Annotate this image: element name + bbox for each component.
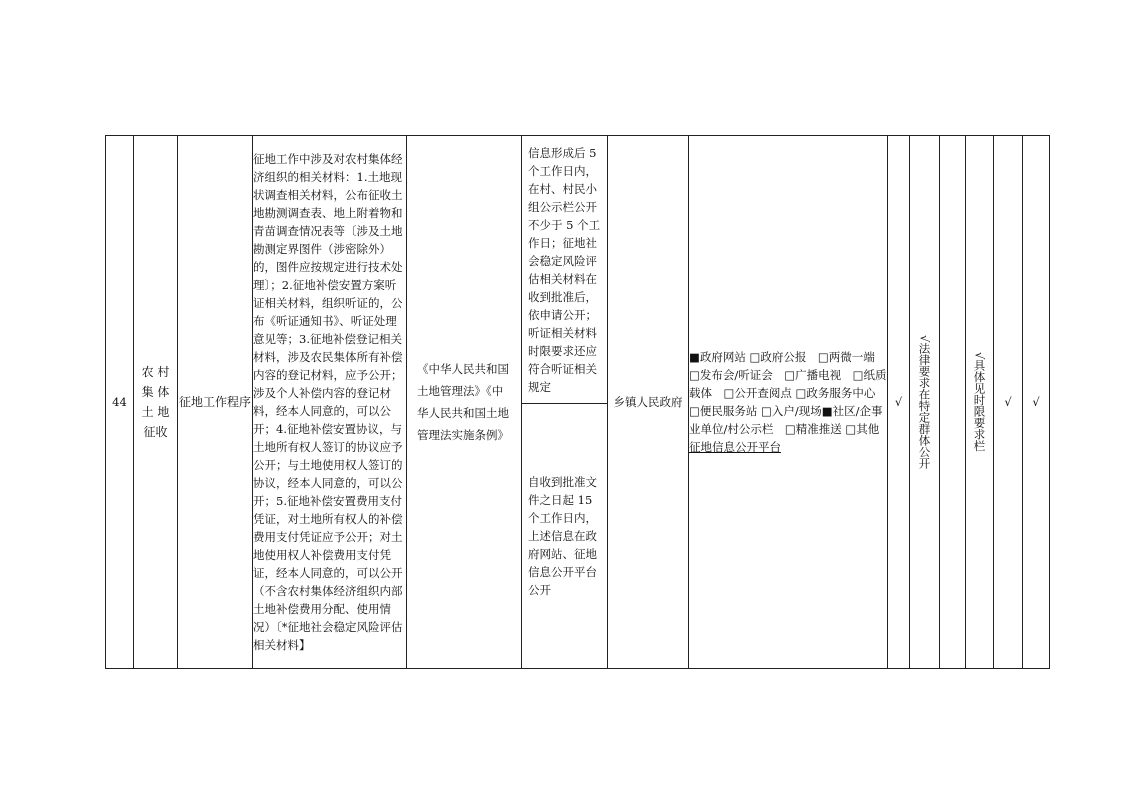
row-number: 44 bbox=[106, 136, 134, 669]
time-limit-2: 自收到批准文件之日起 15 个工作日内，上述信息在政府网站、征地信息公开平台公开 bbox=[528, 475, 597, 597]
time-limit-cell bbox=[522, 136, 608, 669]
table-row bbox=[106, 136, 1050, 669]
time-limit-1: 信息形成后 5 个工作日内，在村、村民小组公示栏公开不少于 5 个工作日；征地社会稳定风险评估相关材料在收到批准后，依申请公开；听证相关材料时限要求还应符合听证相关规定 bbox=[522, 136, 607, 404]
category-cell: 农 村 集 体 土 地 征收 bbox=[134, 136, 178, 669]
content-cell: 征地工作中涉及对农村集体经济组织的相关材料：1.土地现状调查相关材料，公布征收土地勘测调查表、地上附着物和青苗调查情况表等〔涉及土地勘测定界图件（涉密除外）的，图件应按规定进行技术处理〕；2.征地补偿安置方案听证相关材料，组织听证的，公布《听证通知书》、听证处理意见等；3.征地补偿登记相关材料，涉及农民集体所有补偿内容的登记材料，应予公开；涉及个人补偿内容的登记材料，经本人同意的，可以公开；4.征地补偿安置协议，与土地所有权人签订的协议应予公开；与土地使用权人签订的协议，经本人同意的，可以公开；5.征地补偿安置费用支付凭证，对土地所有权人的补偿费用支付凭证应予公开；对土地使用权人补偿费用支付凭证，经本人同意的，可以公开（不含农村集体经济组织内部土地补偿费用分配、使用情况）〔*征地社会稳定风险评估相关材料】 bbox=[253, 136, 407, 669]
method-request-cell bbox=[966, 136, 994, 669]
subject-cell: 乡镇人民政府 bbox=[608, 136, 689, 669]
disclosure-table bbox=[105, 135, 1050, 669]
channels-cell bbox=[689, 136, 888, 669]
scope-specific-cell bbox=[910, 136, 940, 669]
method-active-cell bbox=[940, 136, 966, 669]
basis-cell: 《中华人民共和国土地管理法》《中华人民共和国土地管理法实施条例》 bbox=[407, 136, 522, 669]
level-town-cell: √ bbox=[1023, 136, 1050, 669]
scope-all-cell: √ bbox=[888, 136, 910, 669]
channels-text: ■政府网站 □政府公报 □两微一端 □发布会/听证会 □广播电视 □纸质载体 □公开查阅点 □政务服务中心 □便民服务站 □入户/现场■社区/企事业单位/村公示栏 □精准推送 □其他 bbox=[689, 350, 887, 436]
channels-platform: 征地信息公开平台 bbox=[689, 440, 781, 454]
scope-specific-text: √法律要求在特定群体公开 bbox=[917, 335, 932, 469]
method-request-text: √具体见时限要求栏 bbox=[972, 352, 987, 452]
item-cell: 征地工作程序 bbox=[178, 136, 253, 669]
level-county-cell: √ bbox=[994, 136, 1023, 669]
